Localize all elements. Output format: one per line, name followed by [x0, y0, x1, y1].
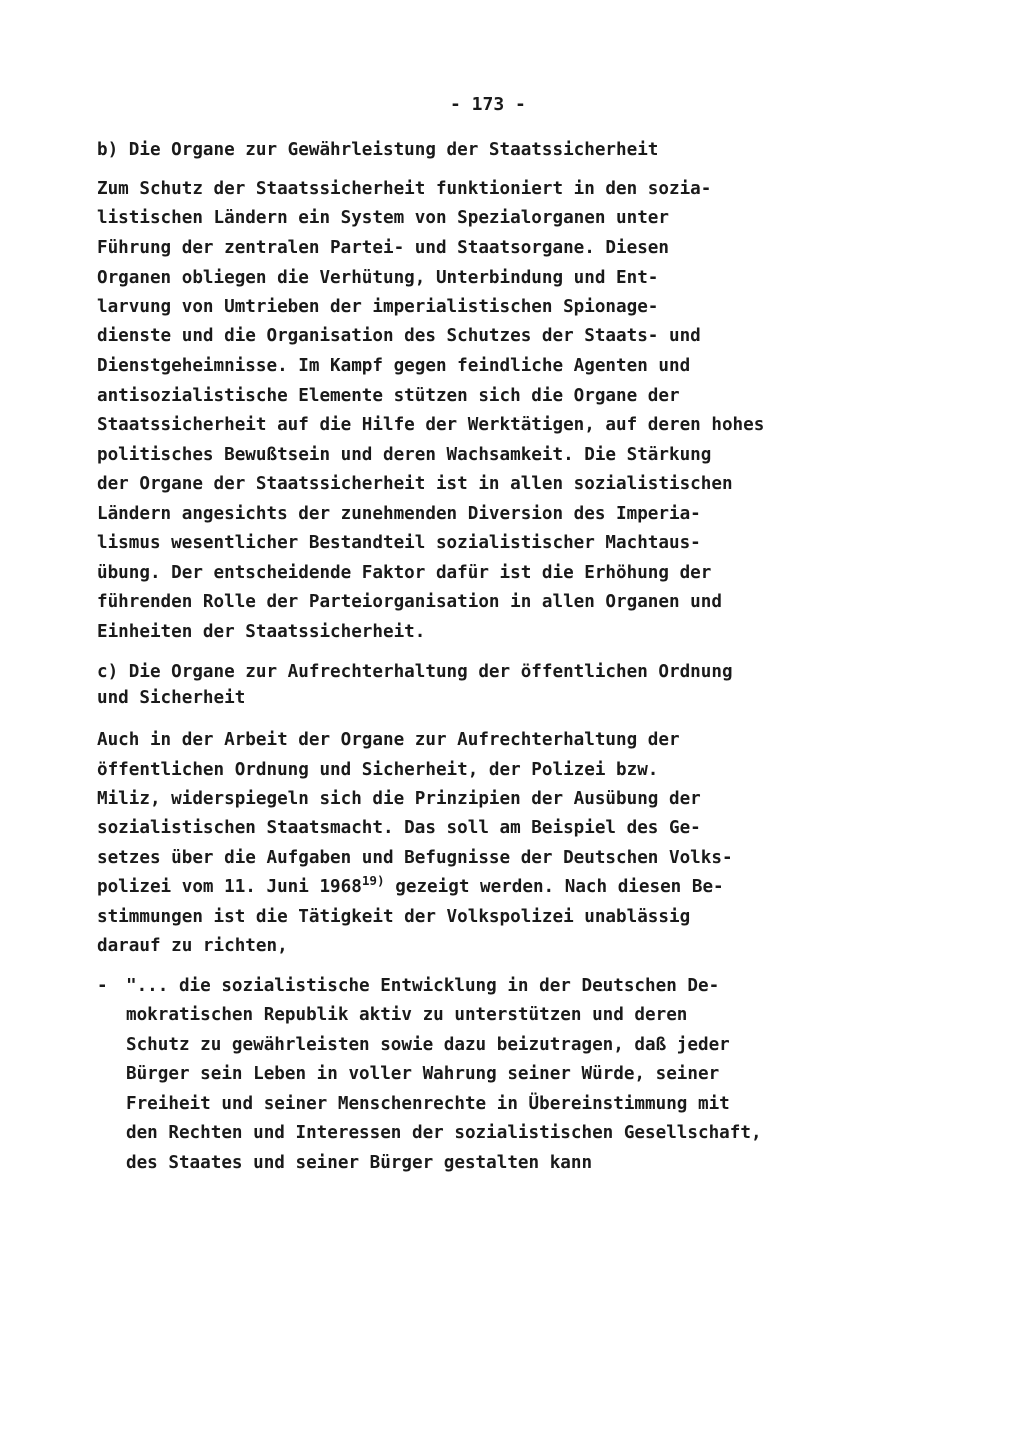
list-dash: -: [97, 976, 108, 996]
footnote-line-text: polizei vom 11. Juni 1968: [97, 877, 362, 897]
paragraph-line: Staatssicherheit auf die Hilfe der Werktätigen, auf deren hohes: [97, 415, 765, 435]
footnote-line-text-after: gezeigt werden. Nach diesen Be-: [384, 877, 724, 897]
paragraph-line: stimmungen ist die Tätigkeit der Volkspolizei unablässig: [97, 907, 691, 927]
quote-line: "... die sozialistische Entwicklung in der Deutschen De-: [126, 976, 720, 996]
page-number: - 173 -: [450, 94, 526, 115]
paragraph-line: übung. Der entscheidende Faktor dafür ist die Erhöhung der: [97, 563, 712, 583]
paragraph-line: Miliz, widerspiegeln sich die Prinzipien der Ausübung der: [97, 789, 701, 809]
section-b-heading: b) Die Organe zur Gewährleistung der Staatssicherheit: [97, 140, 659, 160]
quote-line: Schutz zu gewährleisten sowie dazu beizutragen, daß jeder: [126, 1035, 730, 1055]
paragraph-line: setzes über die Aufgaben und Befugnisse der Deutschen Volks-: [97, 848, 733, 868]
quote-line: des Staates und seiner Bürger gestalten kann: [126, 1153, 593, 1173]
paragraph-line: öffentlichen Ordnung und Sicherheit, der Polizei bzw.: [97, 760, 659, 780]
quote-line: mokratischen Republik aktiv zu unterstützen und deren: [126, 1005, 688, 1025]
quote-line: den Rechten und Interessen der sozialistischen Gesellschaft,: [126, 1123, 762, 1143]
paragraph-line: darauf zu richten,: [97, 936, 288, 956]
paragraph-line: der Organe der Staatssicherheit ist in allen sozialistischen: [97, 474, 733, 494]
paragraph-line: Einheiten der Staatssicherheit.: [97, 622, 426, 642]
paragraph-line: Dienstgeheimnisse. Im Kampf gegen feindliche Agenten und: [97, 356, 691, 376]
paragraph-line: führenden Rolle der Parteiorganisation in allen Organen und: [97, 592, 722, 612]
paragraph-line: Organen obliegen die Verhütung, Unterbindung und Ent-: [97, 268, 659, 288]
paragraph-line: dienste und die Organisation des Schutzes der Staats- und: [97, 326, 701, 346]
paragraph-line: politisches Bewußtsein und deren Wachsamkeit. Die Stärkung: [97, 445, 712, 465]
paragraph-line-with-footnote: [97, 873, 724, 897]
paragraph-line: Führung der zentralen Partei- und Staatsorgane. Diesen: [97, 238, 669, 258]
paragraph-line: Zum Schutz der Staatssicherheit funktioniert in den sozia-: [97, 179, 712, 199]
paragraph-line: Ländern angesichts der zunehmenden Diversion des Imperia-: [97, 504, 701, 524]
quote-line: Bürger sein Leben in voller Wahrung seiner Würde, seiner: [126, 1064, 720, 1084]
paragraph-line: antisozialistische Elemente stützen sich die Organe der: [97, 386, 680, 406]
section-c-heading-line-1: c) Die Organe zur Aufrechterhaltung der öffentlichen Ordnung: [97, 662, 733, 682]
footnote-reference: 19): [361, 873, 385, 888]
paragraph-line: lismus wesentlicher Bestandteil sozialistischer Machtaus-: [97, 533, 701, 553]
paragraph-line: Auch in der Arbeit der Organe zur Aufrechterhaltung der: [97, 730, 680, 750]
paragraph-line: larvung von Umtrieben der imperialistischen Spionage-: [97, 297, 659, 317]
paragraph-line: listischen Ländern ein System von Spezialorganen unter: [97, 208, 669, 228]
quote-line: Freiheit und seiner Menschenrechte in Übereinstimmung mit: [126, 1094, 730, 1114]
section-c-heading-line-2: und Sicherheit: [97, 688, 246, 708]
paragraph-line: sozialistischen Staatsmacht. Das soll am Beispiel des Ge-: [97, 818, 701, 838]
